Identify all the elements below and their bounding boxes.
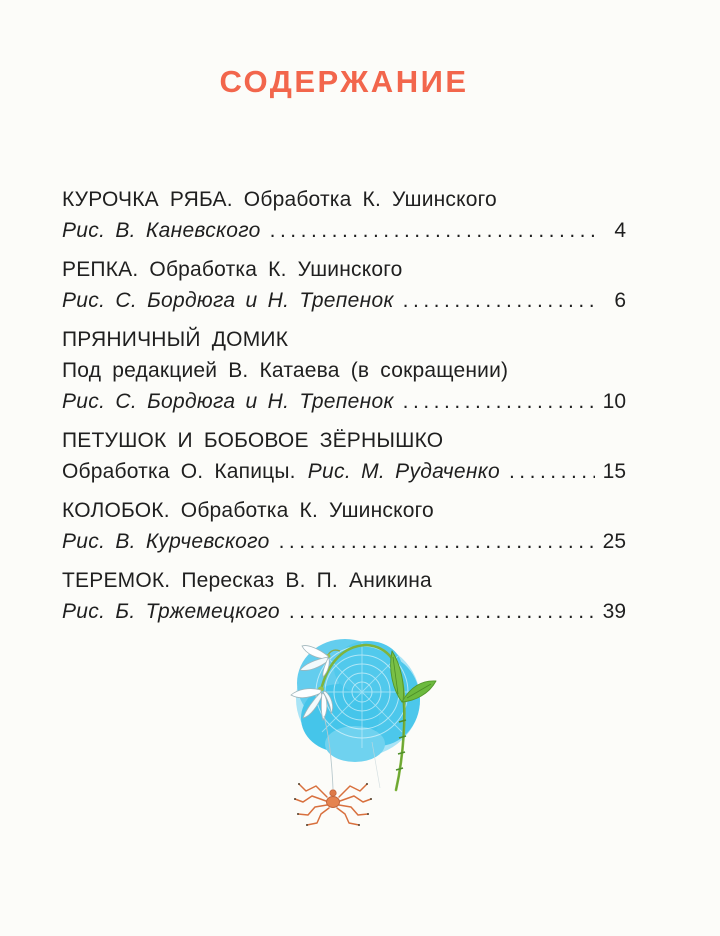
- entry-illustrator-credit: Рис. В. Курчевского: [62, 530, 270, 553]
- entry-page-number: 10: [602, 390, 626, 413]
- dot-leader: [403, 285, 595, 316]
- spider: [294, 783, 372, 826]
- entry-page-number: 25: [602, 530, 626, 553]
- entry-title-line: КУРОЧКА РЯБА. Обработка К. Ушинского: [62, 188, 497, 211]
- toc-entry: [62, 254, 626, 316]
- entry-illustrator-credit: Рис. М. Рудаченко: [307, 460, 500, 483]
- entry-leader-line: [62, 386, 626, 417]
- toc-entry: [62, 324, 626, 417]
- dot-leader: [509, 456, 595, 487]
- entry-adaptation-credit: Обработка О. Капицы.: [62, 460, 296, 483]
- entry-illustrator-credit: Рис. В. Каневского: [62, 219, 261, 242]
- toc-entry: [62, 495, 626, 557]
- entry-title-line: РЕПКА. Обработка К. Ушинского: [62, 258, 403, 281]
- spider-body: [327, 797, 340, 808]
- entry-leader-line: [62, 285, 626, 316]
- entry-page-number: 6: [614, 289, 626, 312]
- entry-subtitle-line: Под редакцией В. Катаева (в сокращении): [62, 359, 509, 382]
- entry-title-line: ПЕТУШОК И БОБОВОЕ ЗЁРНЫШКО: [62, 429, 444, 452]
- dot-leader: [270, 215, 595, 246]
- toc-entry: [62, 184, 626, 246]
- entry-page-number: 15: [602, 460, 626, 483]
- entry-page-number: 4: [614, 219, 626, 242]
- page-title: СОДЕРЖАНИЕ: [219, 64, 469, 99]
- entry-page-number: 39: [602, 600, 626, 623]
- dot-leader: [403, 386, 595, 417]
- dot-leader: [279, 526, 595, 557]
- snowdrop-spider-illustration: [240, 618, 510, 880]
- entry-leader-line: [62, 215, 626, 246]
- entry-illustrator-credit: Рис. Б. Тржемецкого: [62, 600, 280, 623]
- entry-illustrator-credit: Рис. С. Бордюга и Н. Трепенок: [62, 390, 394, 413]
- entry-title-line: ПРЯНИЧНЫЙ ДОМИК: [62, 328, 289, 351]
- entry-leader-line: [62, 526, 626, 557]
- spider-head: [330, 790, 336, 796]
- entry-title-line: КОЛОБОК. Обработка К. Ушинского: [62, 499, 434, 522]
- table-of-contents: [62, 184, 626, 635]
- entry-title-line: ТЕРЕМОК. Пересказ В. П. Аникина: [62, 569, 432, 592]
- toc-entry: [62, 425, 626, 487]
- entry-illustrator-credit: Рис. С. Бордюга и Н. Трепенок: [62, 289, 394, 312]
- entry-leader-line: [62, 456, 626, 487]
